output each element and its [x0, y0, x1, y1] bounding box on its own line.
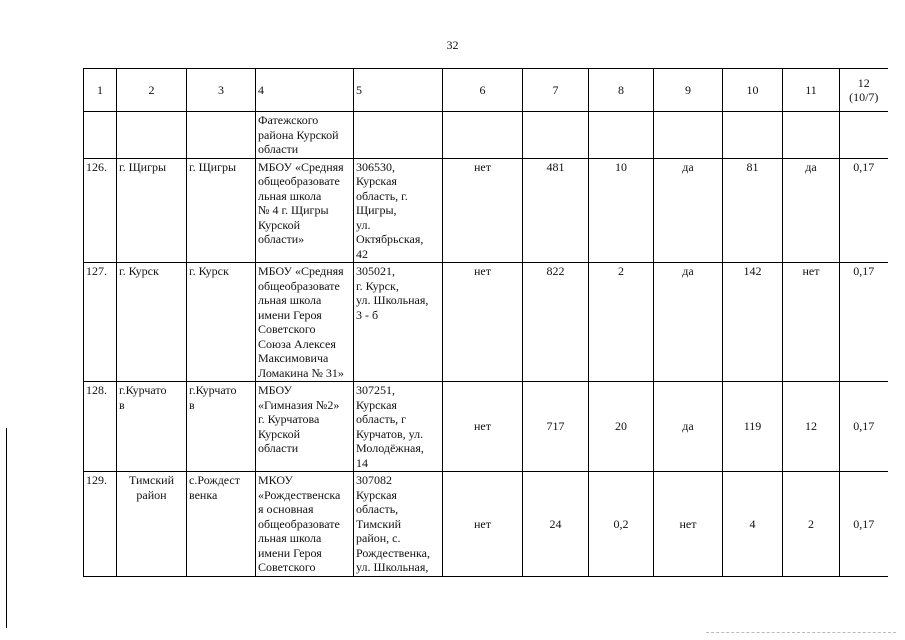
value-cell: 0,17: [840, 472, 888, 577]
address-cell: 307082 Курская область, Тимский район, с. Рождественка, ул. Школьная,: [354, 472, 443, 577]
school-name-cell: МКОУ «Рождественска я основная общеобразовате льная школа имени Героя Советского: [256, 472, 354, 577]
school-name-cell: МБОУ «Средняя общеобразовате льная школа имени Героя Советского Союза Алексея Максимовича Ломакина № 31»: [256, 263, 354, 382]
address-cell: 305021, г. Курск, ул. Школьная, 3 - б: [354, 263, 443, 382]
column-header: 10: [723, 69, 783, 112]
settlement-cell: г.Курчато в: [187, 382, 256, 472]
district-cell: Тимский район: [117, 472, 187, 577]
settlement-cell: г. Курск: [187, 263, 256, 382]
value-cell: 0,17: [840, 263, 888, 382]
value-cell: 24: [523, 472, 589, 577]
school-name-cell: МБОУ «Средняя общеобразовате льная школа № 4 г. Щигры Курской области»: [256, 158, 354, 263]
column-header: 9: [654, 69, 723, 112]
column-header: 4: [256, 69, 354, 112]
table-row: [84, 382, 888, 472]
column-header: 2: [117, 69, 187, 112]
value-cell: 12: [783, 382, 840, 472]
value-cell: нет: [443, 263, 523, 382]
value-cell: 0,17: [840, 382, 888, 472]
value-cell: 2: [783, 472, 840, 577]
value-cell: 81: [723, 158, 783, 263]
value-cell: да: [654, 382, 723, 472]
value-cell: да: [654, 263, 723, 382]
district-cell: г. Щигры: [117, 158, 187, 263]
table-header-row: [84, 69, 888, 112]
district-cell: г. Курск: [117, 263, 187, 382]
column-header: 11: [783, 69, 840, 112]
row-number: 126.: [84, 158, 117, 263]
value-cell: 822: [523, 263, 589, 382]
value-cell: нет: [783, 263, 840, 382]
value-cell: нет: [443, 158, 523, 263]
settlement-cell: с.Рождест венка: [187, 472, 256, 577]
value-cell: 717: [523, 382, 589, 472]
district-cell: г.Курчато в: [117, 382, 187, 472]
value-cell: 481: [523, 158, 589, 263]
value-cell: да: [783, 158, 840, 263]
value-cell: 119: [723, 382, 783, 472]
address-cell: 307251, Курская область, г Курчатов, ул. Молодёжная, 14: [354, 382, 443, 472]
settlement-cell: г. Щигры: [187, 158, 256, 263]
value-cell: 2: [589, 263, 654, 382]
column-header: 1: [84, 69, 117, 112]
column-header: 6: [443, 69, 523, 112]
value-cell: 0,2: [589, 472, 654, 577]
value-cell: 20: [589, 382, 654, 472]
schools-table: [83, 68, 888, 577]
scan-margin-line: [6, 428, 7, 628]
scan-bottom-marks: [706, 632, 896, 634]
row-number: 129.: [84, 472, 117, 577]
value-cell: нет: [443, 472, 523, 577]
column-header: 3: [187, 69, 256, 112]
school-name-cell: МБОУ «Гимназия №2» г. Курчатова Курской области: [256, 382, 354, 472]
value-cell: 4: [723, 472, 783, 577]
column-header: 7: [523, 69, 589, 112]
value-cell: 0,17: [840, 158, 888, 263]
value-cell: нет: [654, 472, 723, 577]
column-header: 5: [354, 69, 443, 112]
address-cell: 306530, Курская область, г. Щигры, ул. Октябрьская, 42: [354, 158, 443, 263]
column-header: 12 (10/7): [840, 69, 888, 112]
value-cell: 142: [723, 263, 783, 382]
value-cell: 10: [589, 158, 654, 263]
row-number: 128.: [84, 382, 117, 472]
page-number: 32: [446, 38, 459, 52]
table-row: [84, 472, 888, 577]
school-name-cell: Фатежского района Курской области: [256, 112, 354, 159]
value-cell: нет: [443, 382, 523, 472]
table-row: [84, 158, 888, 263]
column-header: 8: [589, 69, 654, 112]
table-row: [84, 263, 888, 382]
row-number: 127.: [84, 263, 117, 382]
value-cell: да: [654, 158, 723, 263]
table-row-continuation: [84, 112, 888, 159]
